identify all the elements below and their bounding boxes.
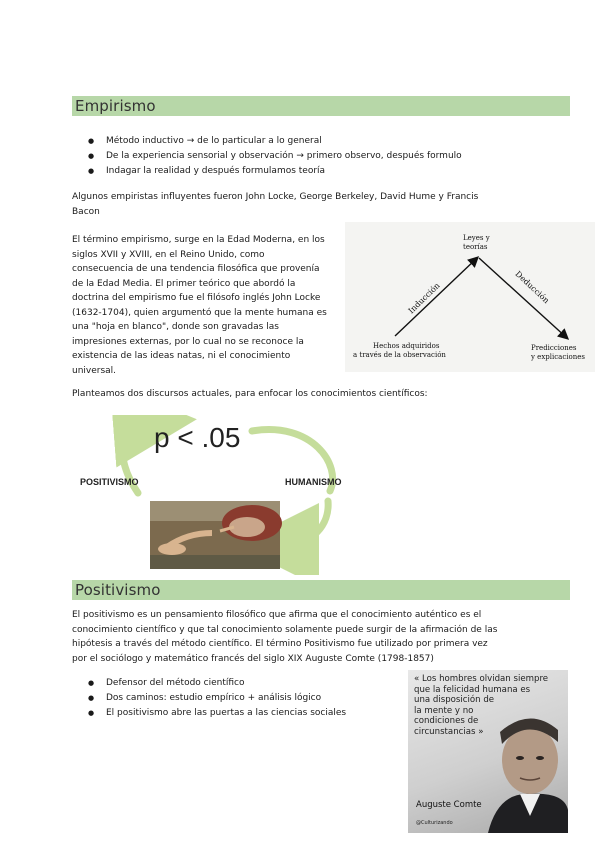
induction-deduction-diagram bbox=[345, 222, 595, 372]
text-line: una "hoja en blanco", donde son gravadas las bbox=[72, 322, 279, 332]
list-item: ● De la experiencia sensorial y observación → primero observo, después formulo bbox=[88, 149, 462, 164]
deduction-arrow bbox=[479, 258, 567, 338]
list-item: ● Defensor del método científico bbox=[88, 676, 346, 691]
text-line: por el sociólogo y matemático francés del siglo XIX Auguste Comte (1798-1857) bbox=[72, 653, 434, 664]
empirismo-heading: Empirismo bbox=[72, 96, 570, 116]
quote-line: una disposición de bbox=[414, 695, 495, 706]
p-value-formula: p < .05 bbox=[154, 422, 241, 453]
induction-label: Inducción bbox=[406, 281, 442, 316]
source-handle: @Culturizando bbox=[416, 820, 453, 826]
quote-line: circunstancias » bbox=[414, 726, 484, 737]
induction-arrow bbox=[395, 258, 477, 336]
text-line: impresiones externas, por lo cual no se reconoce la bbox=[72, 336, 304, 347]
list-item: ● Método inductivo → de lo particular a lo general bbox=[88, 134, 462, 149]
list-item: ● El positivismo abre las puertas a las ciencias sociales bbox=[88, 706, 346, 721]
text-line: doctrina del empirismo fue el filósofo inglés John Locke bbox=[72, 293, 321, 303]
quote-line: que la felicidad humana es bbox=[414, 684, 531, 695]
current-discourses-text: Planteamos dos discursos actuales, para enfocar los conocimientos científicos: bbox=[72, 389, 428, 399]
cycle-arrow-right bbox=[284, 501, 328, 545]
text-line: Algunos empiristas influyentes fueron John Locke, George Berkeley, David Hume y Francis bbox=[72, 192, 479, 202]
influential-empiricists bbox=[72, 190, 512, 219]
list-item: ● Indagar la realidad y después formulamos teoría bbox=[88, 164, 462, 179]
text-line: Bacon bbox=[72, 206, 100, 217]
comte-author: Auguste Comte bbox=[416, 800, 482, 810]
comte-quote bbox=[414, 674, 564, 738]
text-line: conocimiento científico y que tal conocimiento solamente puede surgir de la afirmación de las bbox=[72, 624, 498, 635]
top-label-line: teorías bbox=[463, 243, 488, 251]
text-line: El positivismo es un pensamiento filosófico que afirma que el conocimiento auténtico es el bbox=[72, 610, 482, 620]
quote-line: condiciones de bbox=[414, 716, 479, 727]
humanism-label: HUMANISMO bbox=[285, 477, 342, 487]
deduction-label: Deducción bbox=[513, 269, 551, 306]
empiricism-origin-paragraph bbox=[72, 233, 344, 378]
positivismo-bullet-list bbox=[88, 676, 346, 721]
text-line: universal. bbox=[72, 365, 117, 376]
positivism-paragraph bbox=[72, 608, 572, 666]
comte-quote-card bbox=[408, 670, 568, 833]
list-item: ● Dos caminos: estudio empírico + análisis lógico bbox=[88, 691, 346, 706]
bottom-left-label-line: Hechos adquiridos bbox=[373, 342, 440, 350]
text-line: El término empirismo, surge en la Edad Moderna, en los bbox=[72, 235, 325, 245]
diagram-arrows bbox=[345, 222, 595, 372]
text-line: de la Edad Media. El primer teórico que abordó la bbox=[72, 278, 296, 289]
cycle-graphic bbox=[72, 415, 372, 575]
bottom-right-label-line: y explicaciones bbox=[531, 353, 585, 361]
creation-of-adam-painting bbox=[150, 501, 282, 569]
positivism-label: POSITIVISMO bbox=[80, 477, 139, 487]
positivismo-heading: Positivismo bbox=[72, 580, 570, 600]
top-label-line: Leyes y bbox=[463, 234, 490, 242]
quote-line: la mente y no bbox=[414, 705, 474, 716]
positivism-humanism-cycle bbox=[72, 415, 372, 575]
text-line: (1632-1704), quien argumentó que la mente humana es bbox=[72, 307, 327, 318]
text-line: existencia de las ideas natas, ni el conocimiento bbox=[72, 351, 291, 361]
empirismo-bullet-list bbox=[88, 134, 462, 179]
bottom-left-label-line: a través de la observación bbox=[353, 351, 446, 359]
text-line: consecuencia de una tendencia filosófica que provenía bbox=[72, 264, 320, 274]
text-line: hipótesis a través del método científico. El término Positivismo fue utilizado por primera vez bbox=[72, 639, 488, 649]
quote-line: « Los hombres olvidan siempre bbox=[414, 674, 549, 684]
bottom-right-label-line: Predicciones bbox=[531, 344, 577, 352]
text-line: siglos XVII y XVIII, en el Reino Unido, como bbox=[72, 249, 265, 260]
